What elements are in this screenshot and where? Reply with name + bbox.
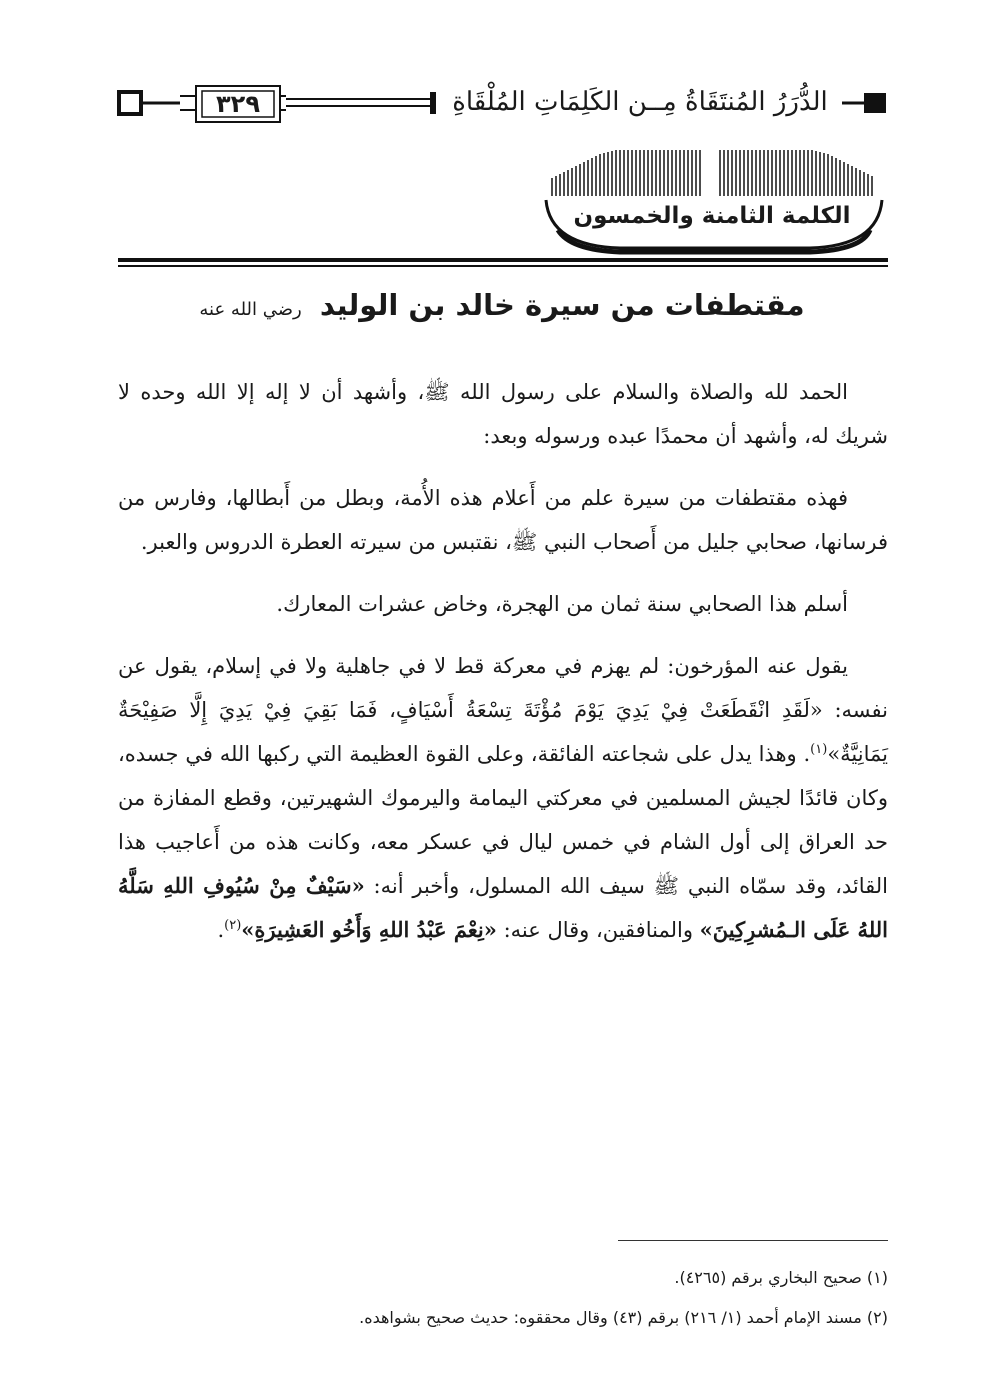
footnotes [118,1258,888,1338]
paragraph-1: الحمد لله والصلاة والسلام على رسول الله ﷺ، وأشهد أن لا إله إلا الله وحده لا شريك له، وأشهد أن محمدًا عبده ورسوله وبعد: [118,380,888,448]
book-title: الدُّرَرُ المُنتَقَاةُ مِــن الكَلِمَاتِ المُلْقَاةِ [452,87,828,117]
chapter-label: الكلمة الثامنة والخمسون [573,203,851,229]
footnote-2: (٢) مسند الإمام أحمد (١/ ٢١٦) برقم (٤٣) وقال محققوه: حديث صحيح بشواهده. [359,1308,888,1327]
footnote-ref-2: (٢) [224,918,242,933]
body-text [118,370,888,952]
footnote-divider [618,1240,888,1241]
paragraph-4-part-c: والمنافقين، وقال عنه: [496,918,700,942]
paragraph-3: أسلم هذا الصحابي سنة ثمان من الهجرة، وخاض عشرات المعارك. [276,592,848,616]
paragraph-2: فهذه مقتطفات من سيرة علم من أَعلام هذه الأُمة، وبطل من أَبطالها، وفارس من فرسانها، صحابي جليل من أَصحاب النبي ﷺ، نقتبس من سيرته العطرة الدروس والعبر. [118,486,888,554]
paragraph-4-end: . [217,918,225,942]
page-title [130,280,874,330]
hadith-quote-2: «نِعْمَ عَبْدُ اللهِ وَأَخُو العَشِيرَةِ» [241,917,497,942]
paragraph-4-part-a: يقول عنه المؤرخون: لم يهزم في معركة قط لا في جاهلية ولا في إسلام، يقول عن نفسه: «لَقَدِ انْقَطَعَتْ فِيْ يَدِيَ يَوْمَ مُؤْتَةَ تِسْعَةُ أَسْيَافٍ، فَمَا بَقِيَ فِيْ يَدِيَ إِلَّا صَفِيْحَةٌ يَمَانِيَّةٌ» [118,654,888,766]
page-title-text: مقتطفات من سيرة خالد بن الوليد [319,288,805,322]
footnote-1: (١) صحيح البخاري برقم (٤٢٦٥). [674,1268,888,1287]
paragraph-4-part-b: . وهذا يدل على شجاعته الفائقة، وعلى القوة العظيمة التي ركبها الله في جسده، وكان قائدًا لجيش المسلمين في معركتي اليمامة واليرموك الشهيرتين، وقطع المفازة من حد العراق إلى أول الشام في خمس ليال في عسكر معه، وكانت هذه من أَعاجيب هذا القائد، وقد سمّاه النبي ﷺ سيف الله المسلول، وأخبر أنه: [118,742,888,898]
hadith-quote-1: «سَيْفٌ مِنْ سُيُوفِ اللهِ سَلَّهُ اللهُ عَلَى الـمُشرِكِينَ» [118,873,888,942]
honorific: رضي الله عنه [199,299,302,320]
page-number: ٣٢٩ [216,90,260,118]
paragraph-4 [118,644,888,952]
footnote-ref-1: (١) [810,742,828,757]
